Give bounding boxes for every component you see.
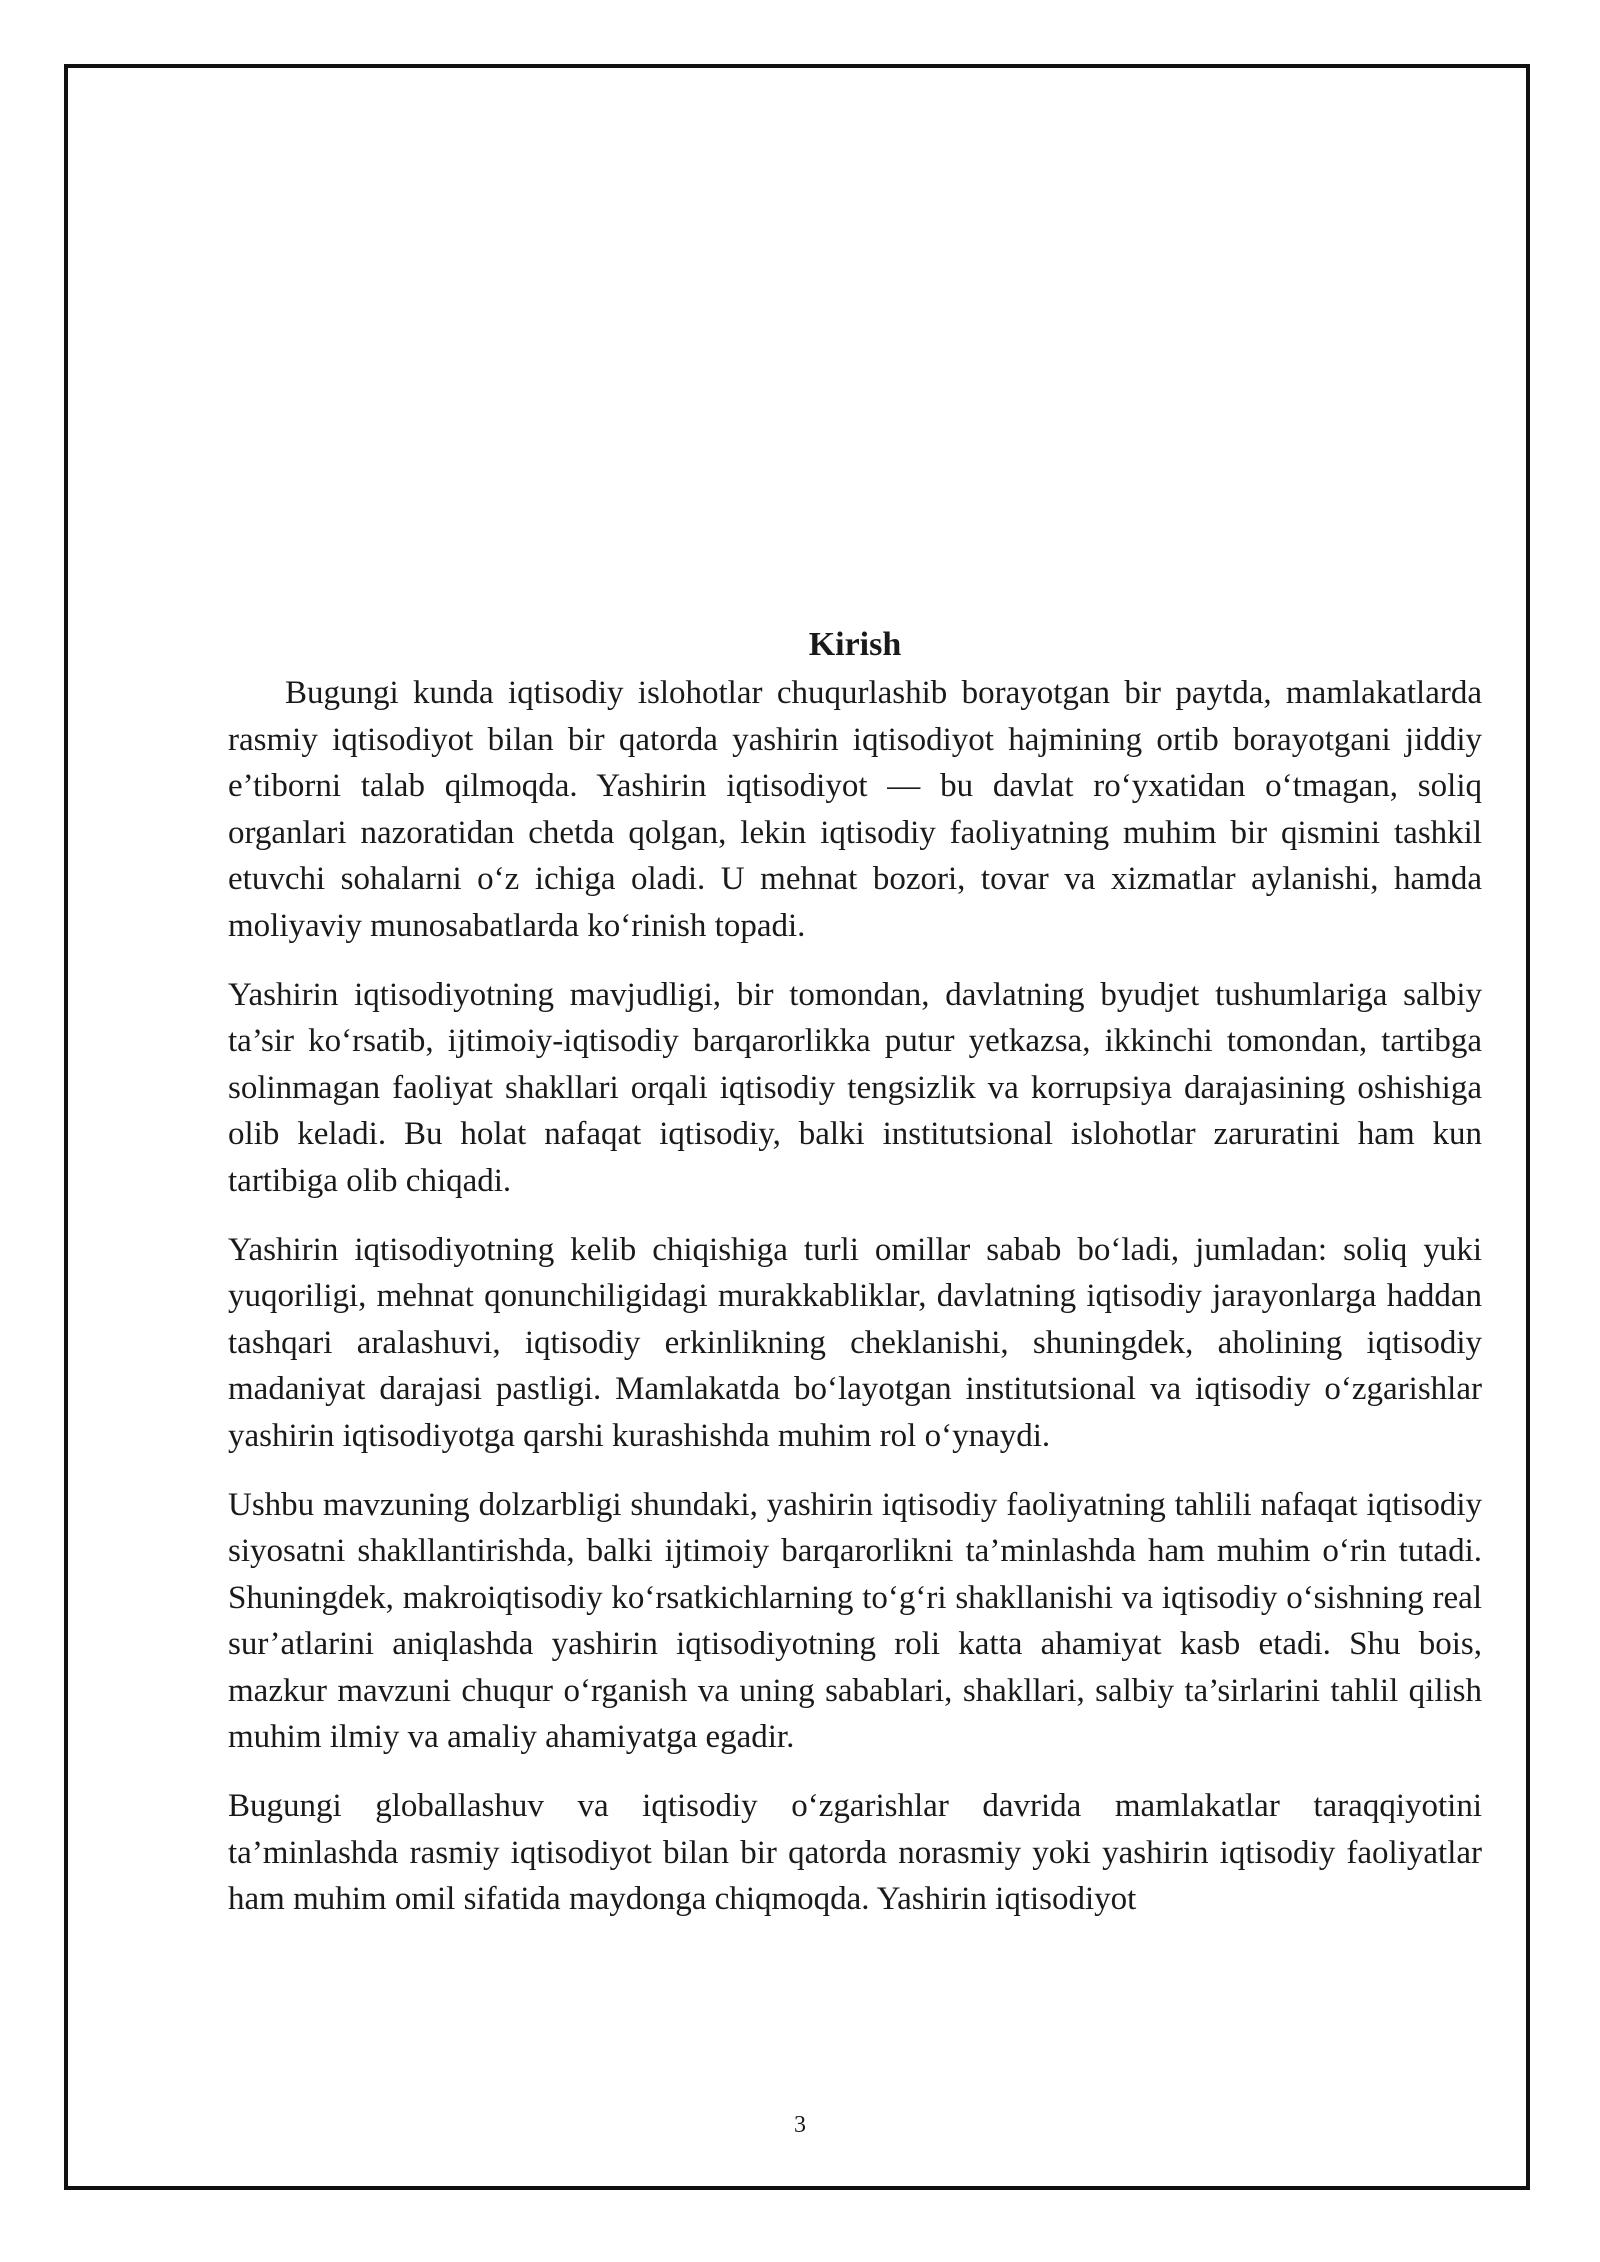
paragraph-4: Ushbu mavzuning dolzarbligi shundaki, yashirin iqtisodiy faoliyatning tahlili nafaqat iqtisodiy siyosatni shakllantirishda, balki ijtimoiy barqarorlikni ta’minlashda ham muhim o‘rin tutadi. Shuningdek, makroiqtisodiy ko‘rsatkichlarning to‘g‘ri shakllanishi va iqtisodiy o‘sishning real sur’atlarini aniqlashda yashirin iqtisodiyotning roli katta ahamiyat kasb etadi. Shu bois, mazkur mavzuni chuqur o‘rganish va uning sabablari, shakllari, salbiy ta’sirlarini tahlil qilish muhim ilmiy va amaliy ahamiyatga egadir. bbox=[228, 1486, 1482, 1756]
paragraph-5: Bugungi globallashuv va iqtisodiy o‘zgarishlar davrida mamlakatlar taraqqiyotini ta’minlashda rasmiy iqtisodiyot bilan bir qatorda norasmiy yoki yashirin iqtisodiy faoliyatlar ham muhim omil sifatida maydonga chiqmoqda. Yashirin iqtisodiyot bbox=[228, 1788, 1482, 1918]
section-title: Kirish bbox=[808, 626, 902, 663]
page-number: 3 bbox=[794, 2112, 806, 2138]
paragraph-3: Yashirin iqtisodiyotning kelib chiqishiga turli omillar sabab bo‘ladi, jumladan: soliq yuki yuqoriligi, mehnat qonunchiligidagi murakkabliklar, davlatning iqtisodiy jarayonlarga haddan tashqari aralashuvi, iqtisodiy erkinlikning cheklanishi, shuningdek, aholining iqtisodiy madaniyat darajasi pastligi. Mamlakatda bo‘layotgan institutsional va iqtisodiy o‘zgarishlar yashirin iqtisodiyotga qarshi kurashishda muhim rol o‘ynaydi. bbox=[228, 1231, 1482, 1454]
paragraph-1: Bugungi kunda iqtisodiy islohotlar chuqurlashib borayotgan bir paytda, mamlakatlarda rasmiy iqtisodiyot bilan bir qatorda yashirin iqtisodiyot hajmining ortib borayotgani jiddiy e’tiborni talab qilmoqda. Yashirin iqtisodiyot — bu davlat ro‘yxatidan o‘tmagan, soliq organlari nazoratidan chetda qolgan, lekin iqtisodiy faoliyatning muhim bir qismini tashkil etuvchi sohalarni o‘z ichiga oladi. U mehnat bozori, tovar va xizmatlar aylanishi, hamda moliyaviy munosabatlarda ko‘rinish topadi. bbox=[228, 675, 1482, 944]
document-body bbox=[228, 622, 1482, 1945]
paragraph-2: Yashirin iqtisodiyotning mavjudligi, bir tomondan, davlatning byudjet tushumlariga salbiy ta’sir ko‘rsatib, ijtimoiy-iqtisodiy barqarorlikka putur yetkazsa, ikkinchi tomondan, tartibga solinmagan faoliyat shakllari orqali iqtisodiy tengsizlik va korrupsiya darajasining oshishiga olib keladi. Bu holat nafaqat iqtisodiy, balki institutsional islohotlar zaruratini ham kun tartibiga olib chiqadi. bbox=[228, 976, 1482, 1199]
